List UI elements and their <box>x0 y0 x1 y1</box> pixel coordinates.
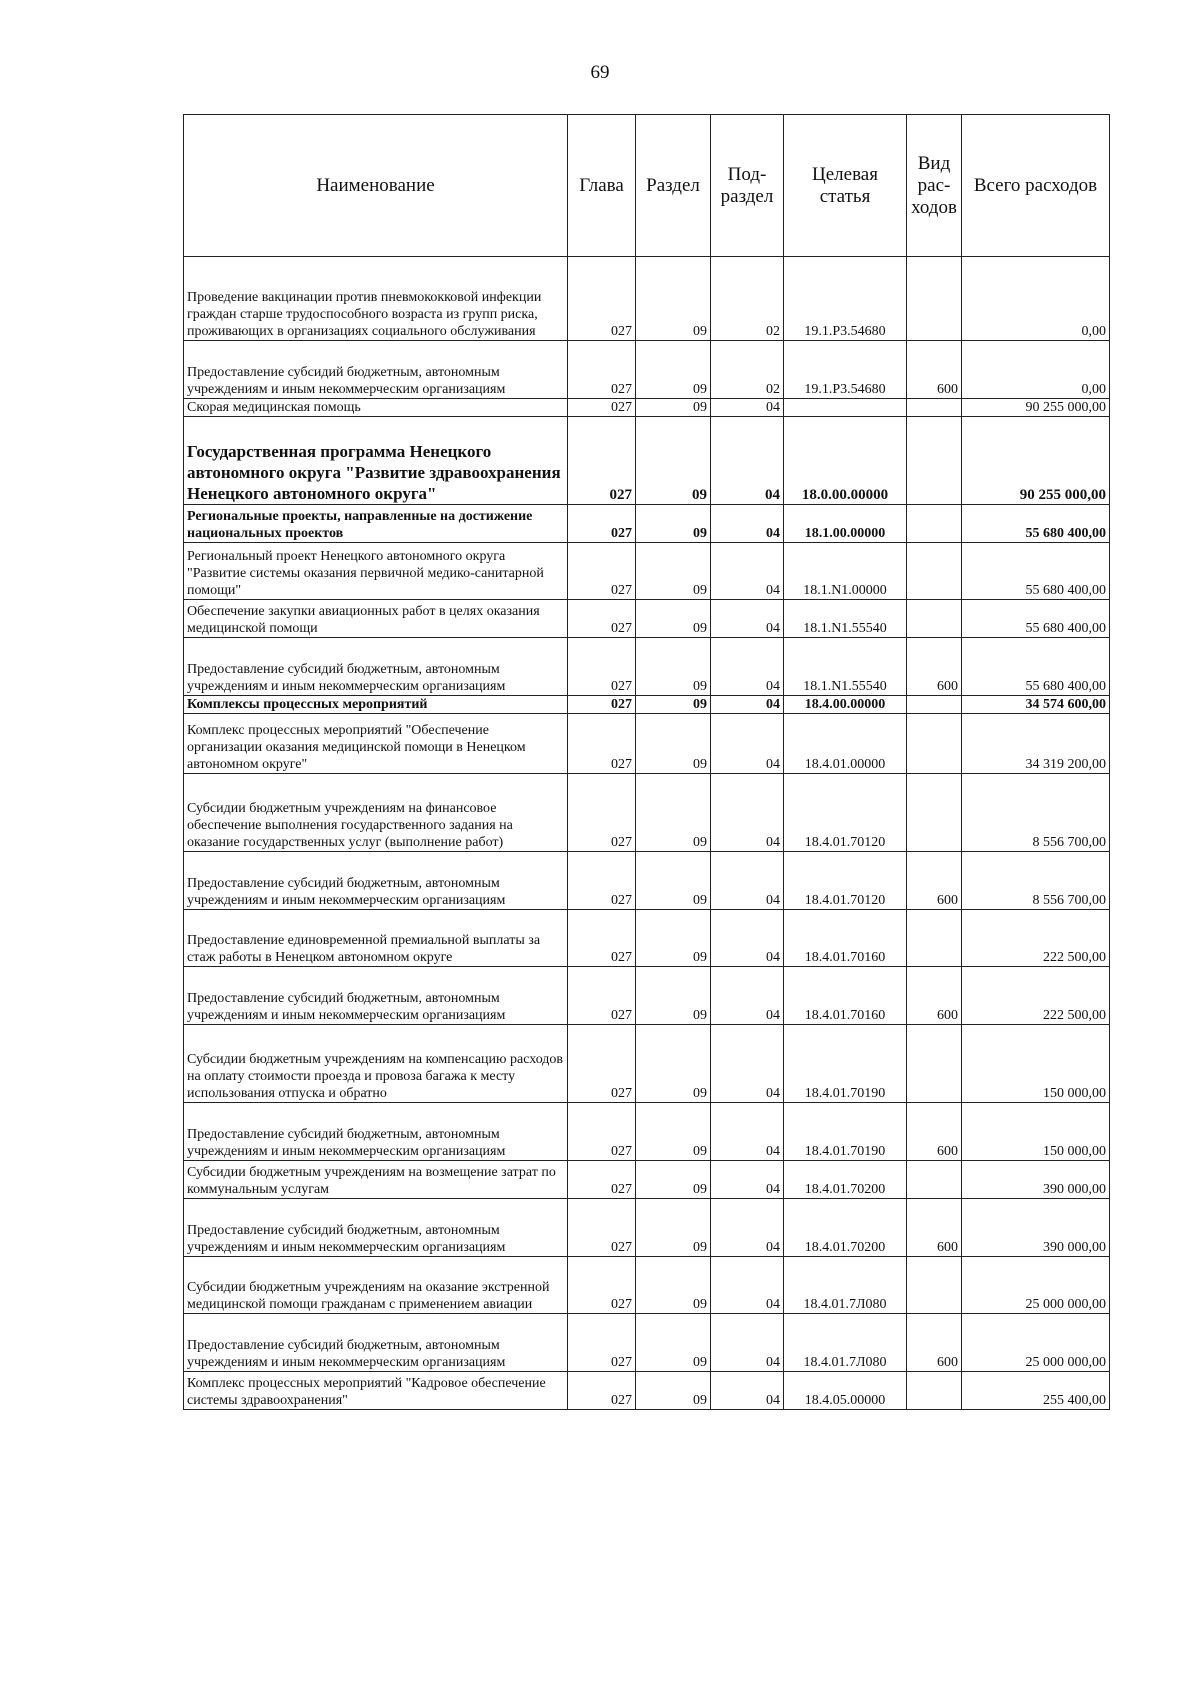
table-row <box>184 600 1110 638</box>
cell-podrazdel: 04 <box>711 967 784 1025</box>
cell-glava: 027 <box>568 505 636 543</box>
cell-target-article: 18.4.01.70190 <box>784 1025 907 1103</box>
cell-glava: 027 <box>568 967 636 1025</box>
cell-razdel: 09 <box>636 257 711 341</box>
cell-target-article: 18.0.00.00000 <box>784 417 907 505</box>
cell-name: Предоставление субсидий бюджетным, автономным учреждениям и иным некоммерческим организациям <box>184 852 568 910</box>
table-row <box>184 1103 1110 1161</box>
table-row <box>184 1372 1110 1410</box>
cell-name: Комплексы процессных мероприятий <box>184 696 568 714</box>
cell-razdel: 09 <box>636 1372 711 1410</box>
cell-total: 222 500,00 <box>962 967 1110 1025</box>
cell-glava: 027 <box>568 852 636 910</box>
cell-expense-type: 600 <box>907 341 962 399</box>
cell-razdel: 09 <box>636 638 711 696</box>
cell-name: Предоставление субсидий бюджетным, автономным учреждениям и иным некоммерческим организациям <box>184 638 568 696</box>
cell-expense-type: 600 <box>907 1199 962 1257</box>
header-name: Наименование <box>184 115 568 257</box>
cell-glava: 027 <box>568 543 636 600</box>
cell-total: 0,00 <box>962 257 1110 341</box>
cell-razdel: 09 <box>636 1257 711 1314</box>
cell-target-article: 18.4.00.00000 <box>784 696 907 714</box>
cell-glava: 027 <box>568 1257 636 1314</box>
cell-glava: 027 <box>568 1372 636 1410</box>
cell-podrazdel: 04 <box>711 417 784 505</box>
cell-target-article: 18.4.01.70200 <box>784 1199 907 1257</box>
cell-razdel: 09 <box>636 417 711 505</box>
cell-glava: 027 <box>568 600 636 638</box>
cell-razdel: 09 <box>636 1161 711 1199</box>
table-row <box>184 1025 1110 1103</box>
cell-target-article: 18.1.N1.00000 <box>784 543 907 600</box>
cell-podrazdel: 04 <box>711 696 784 714</box>
cell-expense-type <box>907 505 962 543</box>
cell-total: 390 000,00 <box>962 1161 1110 1199</box>
cell-podrazdel: 02 <box>711 257 784 341</box>
cell-expense-type <box>907 417 962 505</box>
cell-glava: 027 <box>568 1103 636 1161</box>
cell-razdel: 09 <box>636 1199 711 1257</box>
cell-target-article: 18.1.00.00000 <box>784 505 907 543</box>
header-total: Всего расходов <box>962 115 1110 257</box>
table-row <box>184 774 1110 852</box>
cell-expense-type <box>907 600 962 638</box>
cell-glava: 027 <box>568 1199 636 1257</box>
cell-podrazdel: 04 <box>711 1372 784 1410</box>
cell-target-article: 18.4.01.70200 <box>784 1161 907 1199</box>
cell-glava: 027 <box>568 399 636 417</box>
cell-expense-type: 600 <box>907 852 962 910</box>
cell-glava: 027 <box>568 714 636 774</box>
cell-name: Предоставление субсидий бюджетным, автономным учреждениям и иным некоммерческим организациям <box>184 1314 568 1372</box>
cell-razdel: 09 <box>636 341 711 399</box>
table-row <box>184 852 1110 910</box>
cell-total: 222 500,00 <box>962 910 1110 967</box>
table-row <box>184 341 1110 399</box>
cell-target-article: 18.4.01.70160 <box>784 910 907 967</box>
cell-total: 390 000,00 <box>962 1199 1110 1257</box>
cell-name: Предоставление субсидий бюджетным, автономным учреждениям и иным некоммерческим организациям <box>184 341 568 399</box>
cell-razdel: 09 <box>636 910 711 967</box>
cell-name: Предоставление субсидий бюджетным, автономным учреждениям и иным некоммерческим организациям <box>184 967 568 1025</box>
table-row <box>184 967 1110 1025</box>
cell-name: Государственная программа Ненецкого автономного округа "Развитие здравоохранения Ненецкого автономного округа" <box>184 417 568 505</box>
cell-name: Проведение вакцинации против пневмококковой инфекции граждан старше трудоспособного возраста из групп риска, проживающих в организациях социального обслуживания <box>184 257 568 341</box>
header-razdel: Раздел <box>636 115 711 257</box>
cell-total: 34 319 200,00 <box>962 714 1110 774</box>
cell-target-article: 18.4.05.00000 <box>784 1372 907 1410</box>
cell-total: 90 255 000,00 <box>962 399 1110 417</box>
cell-target-article: 18.4.01.7Л080 <box>784 1257 907 1314</box>
cell-razdel: 09 <box>636 967 711 1025</box>
cell-glava: 027 <box>568 638 636 696</box>
cell-expense-type <box>907 543 962 600</box>
cell-glava: 027 <box>568 1025 636 1103</box>
cell-podrazdel: 02 <box>711 341 784 399</box>
cell-name: Субсидии бюджетным учреждениям на компенсацию расходов на оплату стоимости проезда и провоза багажа к месту использования отпуска и обратно <box>184 1025 568 1103</box>
table-header <box>184 115 1110 257</box>
table-row <box>184 399 1110 417</box>
header-podrazdel: Под- раздел <box>711 115 784 257</box>
cell-razdel: 09 <box>636 714 711 774</box>
table-row <box>184 1314 1110 1372</box>
cell-expense-type: 600 <box>907 1314 962 1372</box>
cell-expense-type <box>907 257 962 341</box>
cell-total: 55 680 400,00 <box>962 543 1110 600</box>
cell-podrazdel: 04 <box>711 1314 784 1372</box>
cell-name: Предоставление единовременной премиальной выплаты за стаж работы в Ненецком автономном округе <box>184 910 568 967</box>
cell-target-article: 18.4.01.70120 <box>784 774 907 852</box>
cell-total: 25 000 000,00 <box>962 1257 1110 1314</box>
cell-name: Комплекс процессных мероприятий "Кадровое обеспечение системы здравоохранения" <box>184 1372 568 1410</box>
cell-razdel: 09 <box>636 505 711 543</box>
table-row <box>184 505 1110 543</box>
cell-podrazdel: 04 <box>711 600 784 638</box>
cell-glava: 027 <box>568 696 636 714</box>
cell-razdel: 09 <box>636 1314 711 1372</box>
cell-podrazdel: 04 <box>711 399 784 417</box>
cell-podrazdel: 04 <box>711 774 784 852</box>
cell-target-article: 18.4.01.7Л080 <box>784 1314 907 1372</box>
cell-podrazdel: 04 <box>711 1199 784 1257</box>
table-row <box>184 714 1110 774</box>
cell-total: 25 000 000,00 <box>962 1314 1110 1372</box>
cell-expense-type <box>907 696 962 714</box>
cell-podrazdel: 04 <box>711 852 784 910</box>
cell-total: 55 680 400,00 <box>962 600 1110 638</box>
cell-podrazdel: 04 <box>711 505 784 543</box>
cell-target-article <box>784 399 907 417</box>
cell-target-article: 19.1.Р3.54680 <box>784 257 907 341</box>
table-row <box>184 1199 1110 1257</box>
cell-total: 8 556 700,00 <box>962 852 1110 910</box>
cell-razdel: 09 <box>636 1025 711 1103</box>
cell-name: Субсидии бюджетным учреждениям на финансовое обеспечение выполнения государственного задания на оказание государственных услуг (выполнение работ) <box>184 774 568 852</box>
cell-expense-type <box>907 1257 962 1314</box>
cell-podrazdel: 04 <box>711 1103 784 1161</box>
cell-expense-type: 600 <box>907 1103 962 1161</box>
cell-podrazdel: 04 <box>711 543 784 600</box>
table-row <box>184 417 1110 505</box>
cell-total: 150 000,00 <box>962 1025 1110 1103</box>
page-number: 69 <box>590 62 610 83</box>
cell-name: Обеспечение закупки авиационных работ в целях оказания медицинской помощи <box>184 600 568 638</box>
cell-total: 55 680 400,00 <box>962 638 1110 696</box>
cell-name: Предоставление субсидий бюджетным, автономным учреждениям и иным некоммерческим организациям <box>184 1199 568 1257</box>
table-row <box>184 257 1110 341</box>
cell-total: 90 255 000,00 <box>962 417 1110 505</box>
cell-podrazdel: 04 <box>711 1025 784 1103</box>
table-row <box>184 638 1110 696</box>
cell-razdel: 09 <box>636 696 711 714</box>
cell-expense-type: 600 <box>907 967 962 1025</box>
cell-expense-type <box>907 714 962 774</box>
cell-name: Региональные проекты, направленные на достижение национальных проектов <box>184 505 568 543</box>
cell-name: Комплекс процессных мероприятий "Обеспечение организации оказания медицинской помощи в Ненецком автономном округе" <box>184 714 568 774</box>
cell-podrazdel: 04 <box>711 1161 784 1199</box>
cell-expense-type <box>907 774 962 852</box>
cell-glava: 027 <box>568 1161 636 1199</box>
cell-razdel: 09 <box>636 543 711 600</box>
cell-expense-type <box>907 399 962 417</box>
cell-total: 255 400,00 <box>962 1372 1110 1410</box>
cell-target-article: 18.4.01.70190 <box>784 1103 907 1161</box>
cell-glava: 027 <box>568 774 636 852</box>
cell-total: 34 574 600,00 <box>962 696 1110 714</box>
cell-target-article: 19.1.Р3.54680 <box>784 341 907 399</box>
cell-glava: 027 <box>568 257 636 341</box>
table-row <box>184 1257 1110 1314</box>
cell-podrazdel: 04 <box>711 714 784 774</box>
cell-name: Субсидии бюджетным учреждениям на оказание экстренной медицинской помощи гражданам с применением авиации <box>184 1257 568 1314</box>
cell-razdel: 09 <box>636 1103 711 1161</box>
cell-name: Скорая медицинская помощь <box>184 399 568 417</box>
cell-expense-type <box>907 910 962 967</box>
cell-glava: 027 <box>568 1314 636 1372</box>
cell-podrazdel: 04 <box>711 638 784 696</box>
table-row <box>184 1161 1110 1199</box>
cell-razdel: 09 <box>636 600 711 638</box>
header-target-article: Целевая статья <box>784 115 907 257</box>
cell-total: 150 000,00 <box>962 1103 1110 1161</box>
cell-razdel: 09 <box>636 852 711 910</box>
cell-total: 8 556 700,00 <box>962 774 1110 852</box>
cell-expense-type <box>907 1372 962 1410</box>
cell-total: 0,00 <box>962 341 1110 399</box>
cell-name: Предоставление субсидий бюджетным, автономным учреждениям и иным некоммерческим организациям <box>184 1103 568 1161</box>
table-row <box>184 910 1110 967</box>
cell-total: 55 680 400,00 <box>962 505 1110 543</box>
cell-razdel: 09 <box>636 774 711 852</box>
budget-table <box>183 114 1110 1410</box>
cell-expense-type <box>907 1025 962 1103</box>
cell-target-article: 18.4.01.70160 <box>784 967 907 1025</box>
cell-glava: 027 <box>568 910 636 967</box>
table-row <box>184 543 1110 600</box>
cell-glava: 027 <box>568 417 636 505</box>
cell-expense-type: 600 <box>907 638 962 696</box>
table-body <box>184 257 1110 1410</box>
header-glava: Глава <box>568 115 636 257</box>
cell-expense-type <box>907 1161 962 1199</box>
cell-glava: 027 <box>568 341 636 399</box>
cell-name: Субсидии бюджетным учреждениям на возмещение затрат по коммунальным услугам <box>184 1161 568 1199</box>
cell-podrazdel: 04 <box>711 910 784 967</box>
header-expense-type: Вид рас- ходов <box>907 115 962 257</box>
cell-podrazdel: 04 <box>711 1257 784 1314</box>
cell-target-article: 18.4.01.00000 <box>784 714 907 774</box>
cell-razdel: 09 <box>636 399 711 417</box>
header-row <box>184 115 1110 257</box>
table-row <box>184 696 1110 714</box>
cell-target-article: 18.4.01.70120 <box>784 852 907 910</box>
cell-target-article: 18.1.N1.55540 <box>784 600 907 638</box>
cell-target-article: 18.1.N1.55540 <box>784 638 907 696</box>
cell-name: Региональный проект Ненецкого автономного округа "Развитие системы оказания первичной медико-санитарной помощи" <box>184 543 568 600</box>
